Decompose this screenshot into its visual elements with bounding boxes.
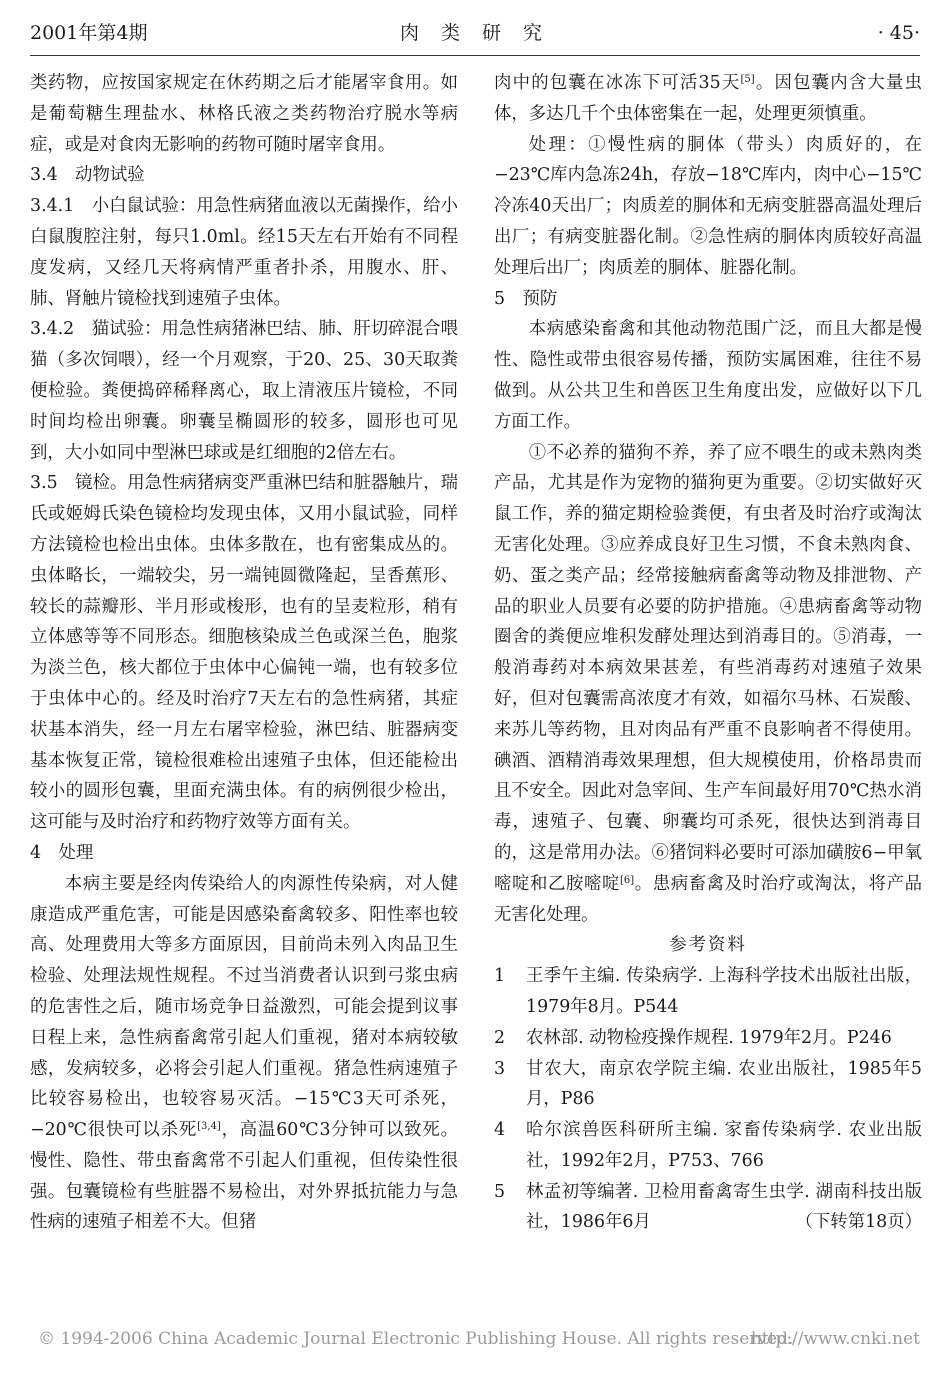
paragraph-4-treatment bbox=[30, 869, 458, 1239]
reference-number: 4 bbox=[494, 1120, 506, 1141]
reference-item bbox=[494, 1023, 922, 1054]
citation-ref: [6] bbox=[619, 874, 635, 886]
paragraph-treatment-steps: 处理：①慢性病的胴体（带头）肉质好的，在−23℃库内急冻24h，存放−18℃库内，肉中心−15℃冷冻40天出厂；肉质差的胴体和无病变脏器高温处理后出厂；有病变脏器化制。②急性病的胴体肉质较好高温处理后出厂；肉质差的胴体、脏器化制。 bbox=[494, 134, 922, 278]
paragraph-text: ①不必养的猫狗不养，养了应不喂生的或未熟肉类产品，尤其是作为宠物的猫狗更为重要。②切实做好灭鼠工作，养的猫定期检验粪便，有虫者及时治疗或淘汰无害化处理。③应养成良好卫生习惯，不食未熟肉食、奶、蛋之类产品；经常接触病畜禽等动物及排泄物、产品的职业人员要有必要的防护措施。④患病畜禽等动物圈舍的粪便应堆积发酵处理达到消毒目的。⑤消毒，一般消毒药对本病效果甚差，有些消毒药对速殖子效果好，但对包囊需高浓度才有效，如福尔马林、石炭酸、来苏儿等药物，且对肉品有严重不良影响者不得使用。碘酒、酒精消毒效果理想，但大规模使用，价格昂贵而且不安全。因此对急宰间、生产车间最好用70℃热水消毒，速殖子、包囊、卵囊均可杀死，很快达到消毒目的，这是常用办法。⑥猪饲料必要时可添加磺胺6−甲氧嘧啶和乙胺嘧啶 bbox=[494, 442, 922, 894]
copyright-text: © 1994-2006 China Academic Journal Electronic Publishing House. All rights reserved. bbox=[38, 1329, 794, 1349]
reference-text: 甘农大，南京农学院主编. 农业出版社，1985年5月，P86 bbox=[526, 1058, 922, 1110]
reference-item bbox=[494, 1115, 922, 1177]
paragraph-text: 本病主要是经肉传染给人的肉源性传染病，对人健康造成严重危害，可能是因感染畜禽较多、阳性率也较高、处理费用大等多方面原因，目前尚未列入肉品卫生检验、处理法规性规程。不过当消费者认识到弓浆虫病的危害性之后，随市场竞争日益激烈，可能会提到议事日程上来，急性病畜禽常引起人们重视，猪对本病较敏感，发病较多，必将会引起人们重视。猪急性病速殖子比较容易检出，也较容易灭活。−15℃3天可杀死，−20℃很快可以杀死 bbox=[30, 873, 458, 1141]
references-title: 参考资料 bbox=[669, 935, 747, 956]
journal-title: 肉 类 研 究 bbox=[399, 22, 551, 44]
citation-ref: [3,4] bbox=[197, 1121, 221, 1133]
section-heading-3-4: 3.4 动物试验 bbox=[30, 165, 145, 186]
reference-number: 1 bbox=[494, 966, 506, 987]
paragraph-5-measures bbox=[494, 438, 922, 931]
reference-text bbox=[526, 1177, 922, 1239]
reference-number: 5 bbox=[494, 1181, 506, 1202]
paragraph-text: 。患病畜禽及时治疗或淘汰，将产品无害化处理。 bbox=[494, 873, 922, 925]
reference-text: 王季午主编. 传染病学. 上海科学技术出版社出版，1979年8月。P544 bbox=[526, 966, 922, 1017]
continued-note: （下转第18页） bbox=[795, 1212, 922, 1233]
page-header bbox=[30, 18, 920, 48]
page-number: · 45· bbox=[877, 22, 920, 44]
paragraph-text: 。因包囊内含大量虫体，多达几千个虫体密集在一起，处理更须慎重。 bbox=[494, 73, 922, 124]
header-rule bbox=[30, 55, 920, 56]
paragraph-text: 肉中的包囊在冰冻下可活35天 bbox=[494, 73, 741, 93]
reference-item bbox=[494, 1054, 922, 1116]
section-heading-5: 5 预防 bbox=[494, 288, 558, 309]
section-heading-4: 4 处理 bbox=[30, 842, 94, 863]
paragraph-continued bbox=[494, 68, 922, 130]
reference-item bbox=[494, 961, 922, 1023]
copyright-footer bbox=[38, 1329, 920, 1349]
left-column bbox=[30, 68, 458, 1238]
footer-url: http://www.cnki.net bbox=[750, 1329, 920, 1349]
paragraph-continued: 类药物，应按国家规定在休药期之后才能屠宰食用。如是葡萄糖生理盐水、林格氏液之类药物治疗脱水等病症，或是对食肉无影响的药物可随时屠宰食用。 bbox=[30, 73, 458, 155]
reference-item bbox=[494, 1177, 922, 1239]
paragraph-3-5: 3.5 镜检。用急性病猪病变严重淋巴结和脏器触片，瑞氏或姬姆氏染色镜检均发现虫体，又用小鼠试验，同样方法镜检也检出虫体。虫体多散在，也有密集成丛的。虫体略长，一端较尖，另一端钝圆微隆起，呈香蕉形、较长的蒜瓣形、半月形或梭形，也有的呈麦粒形，稍有立体感等等不同形态。细胞核染成兰色或深兰色，胞浆为淡兰色，核大都位于虫体中心偏钝一端，也有较多位于虫体中心的。经及时治疗7天左右的急性病猪，其症状基本消失，经一月左右屠宰检验，淋巴结、脏器病变基本恢复正常，镜检很难检出速殖子虫体，但还能检出较小的圆形包囊，里面充满虫体。有的病例很少检出，这可能与及时治疗和药物疗效等方面有关。 bbox=[30, 473, 458, 833]
paragraph-5-intro: 本病感染畜禽和其他动物范围广泛，而且大都是慢性、隐性或带虫很容易传播，预防实属困难，往往不易做到。从公共卫生和兽医卫生角度出发，应做好以下几方面工作。 bbox=[494, 319, 922, 432]
paragraph-3-4-2: 3.4.2 猫试验：用急性病猪淋巴结、肺、肝切碎混合喂猫（多次饲喂），经一个月观察，于20、25、30天取粪便检验。粪便捣碎稀释离心，取上清液压片镜检，不同时间均检出卵囊。卵囊呈椭圆形的较多，圆形也可见到，大小如同中型淋巴球或是红细胞的2倍左右。 bbox=[30, 319, 458, 463]
reference-number: 3 bbox=[494, 1058, 506, 1079]
reference-number: 2 bbox=[494, 1027, 506, 1048]
paragraph-3-4-1: 3.4.1 小白鼠试验：用急性病猪血液以无菌操作，给小白鼠腹腔注射，每只1.0ml。经15天左右开始有不同程度发病，又经几天将病情严重者扑杀，用腹水、肝、肺、肾触片镜检找到速殖子虫体。 bbox=[30, 196, 458, 309]
right-column bbox=[494, 68, 922, 1238]
reference-text: 哈尔滨兽医科研所主编. 家畜传染病学. 农业出版社，1992年2月，P753、766 bbox=[526, 1120, 922, 1171]
paragraph-text: ，高温60℃3分钟可以致死。慢性、隐性、带虫畜禽常不引起人们重视，但传染性很强。包囊镜检有些脏器不易检出，对外界抵抗能力与急性病的速殖子相差不大。但猪 bbox=[30, 1120, 458, 1233]
citation-ref: [5] bbox=[740, 74, 755, 85]
reference-text: 农林部. 动物检疫操作规程. 1979年2月。P246 bbox=[526, 1027, 892, 1048]
reference-body: 林孟初等编著. 卫检用畜禽寄生虫学. 湖南科技出版社，1986年6月 bbox=[526, 1181, 922, 1233]
issue-label: 2001年第4期 bbox=[30, 22, 148, 44]
